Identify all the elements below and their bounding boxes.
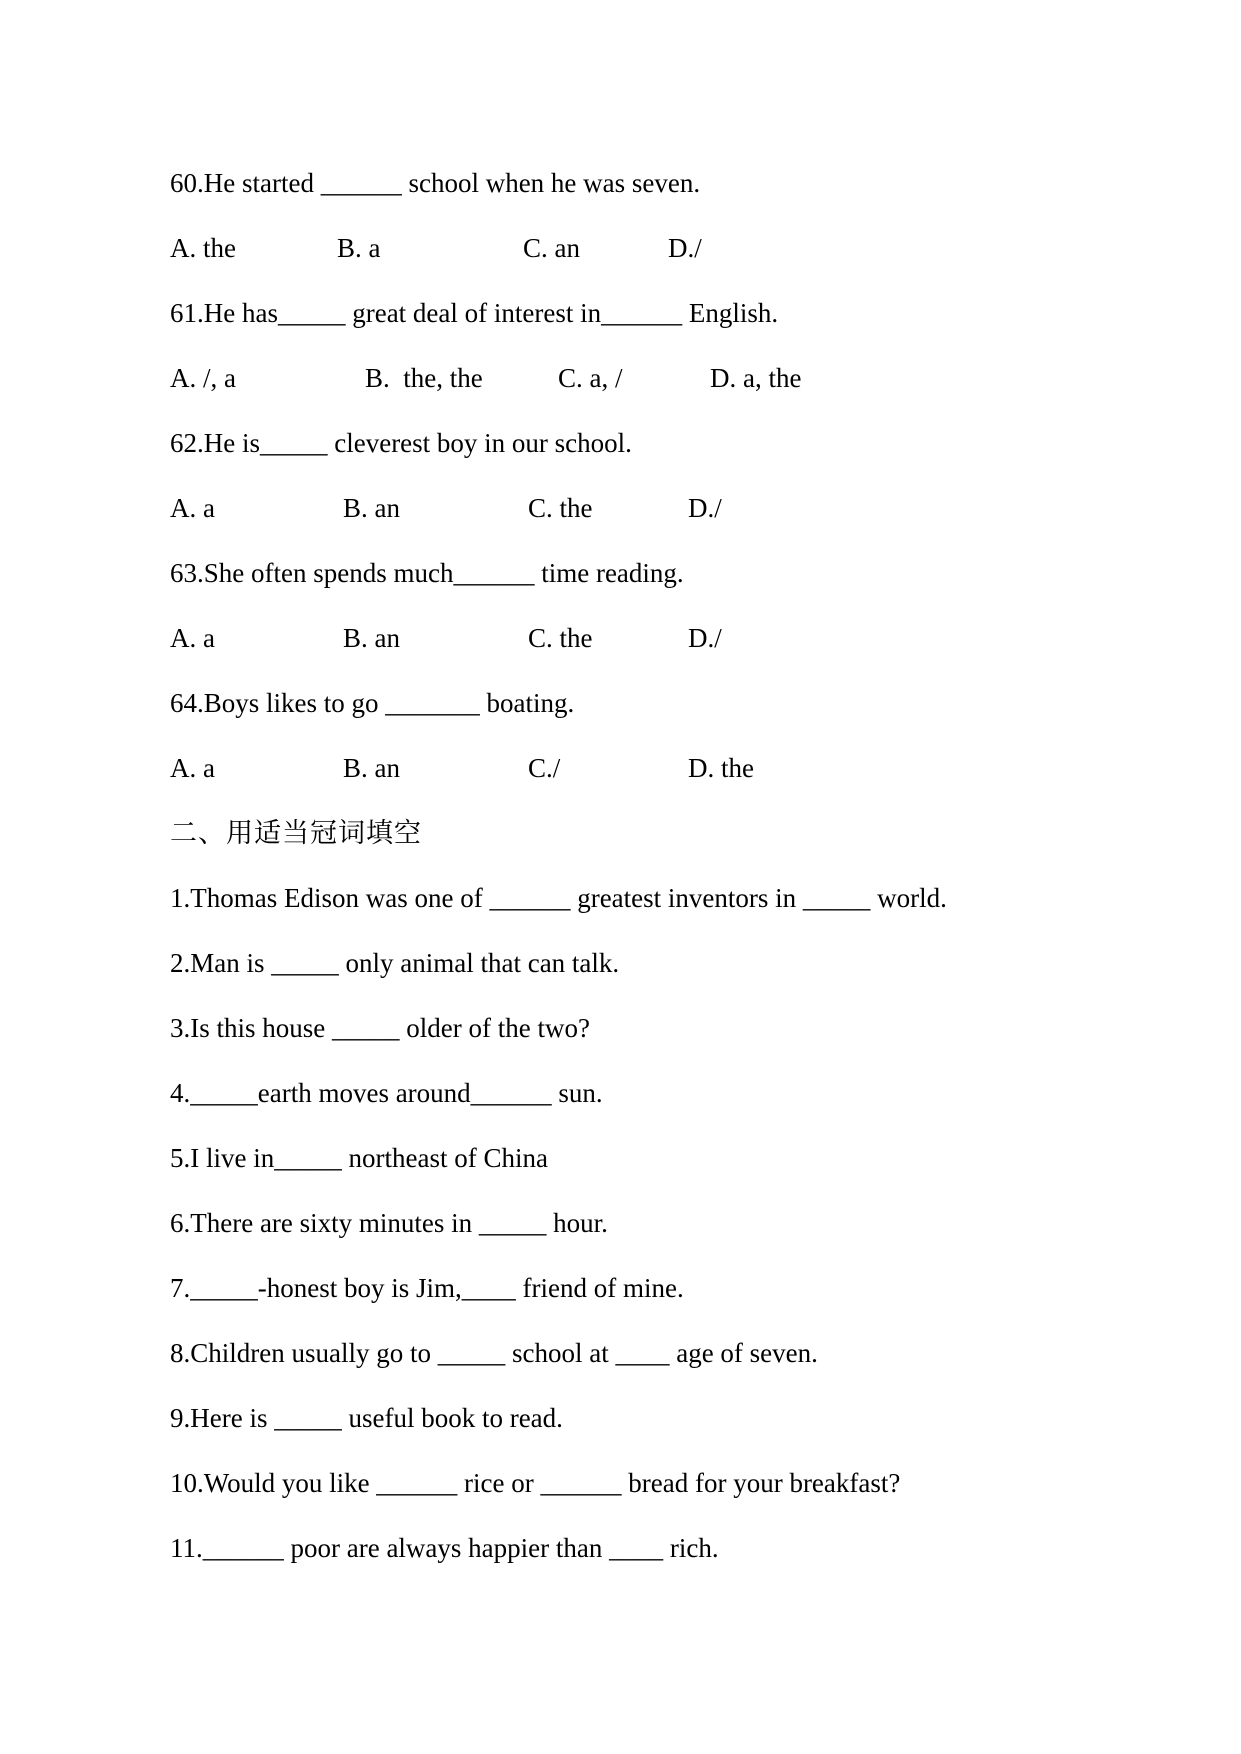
- fill-item-6: 6.There are sixty minutes in _____ hour.: [170, 1208, 608, 1238]
- mc-options-63: [170, 622, 1191, 654]
- multiple-choice-section: [170, 167, 1191, 784]
- option-62-d: D./: [688, 493, 722, 523]
- fill-item-10: 10.Would you like ______ rice or ______ bread for your breakfast?: [170, 1468, 901, 1498]
- option-61-c: C. a, /: [558, 363, 623, 393]
- mc-options-64: [170, 752, 1191, 784]
- option-60-c: C. an: [523, 233, 580, 263]
- option-64-d: D. the: [688, 753, 754, 783]
- mc-question-60: 60.He started ______ school when he was seven.: [170, 168, 701, 198]
- option-62-b: B. an: [343, 493, 400, 523]
- fill-in-section: [170, 817, 1191, 1564]
- mc-question-63: 63.She often spends much______ time reading.: [170, 558, 684, 588]
- option-60-a: A. the: [170, 233, 236, 263]
- option-62-a: A. a: [170, 493, 215, 523]
- fill-item-3: 3.Is this house _____ older of the two?: [170, 1013, 590, 1043]
- option-64-b: B. an: [343, 753, 400, 783]
- option-63-d: D./: [688, 623, 722, 653]
- section-heading: 二、用适当冠词填空: [170, 818, 422, 848]
- option-61-b: B. the, the: [365, 363, 483, 393]
- option-60-d: D./: [668, 233, 702, 263]
- mc-question-62: 62.He is_____ cleverest boy in our school.: [170, 428, 632, 458]
- fill-item-2: 2.Man is _____ only animal that can talk.: [170, 948, 620, 978]
- fill-item-8: 8.Children usually go to _____ school at ____ age of seven.: [170, 1338, 818, 1368]
- fill-item-5: 5.I live in_____ northeast of China: [170, 1143, 548, 1173]
- option-64-c: C./: [528, 753, 561, 783]
- fill-item-7: 7._____-honest boy is Jim,____ friend of mine.: [170, 1273, 684, 1303]
- option-63-b: B. an: [343, 623, 400, 653]
- option-63-a: A. a: [170, 623, 215, 653]
- option-64-a: A. a: [170, 753, 215, 783]
- fill-item-9: 9.Here is _____ useful book to read.: [170, 1403, 563, 1433]
- mc-question-61: 61.He has_____ great deal of interest in______ English.: [170, 298, 779, 328]
- fill-item-11: 11.______ poor are always happier than ____ rich.: [170, 1533, 719, 1563]
- option-60-b: B. a: [337, 233, 381, 263]
- mc-options-62: [170, 492, 1191, 524]
- mc-options-61: [170, 362, 1191, 394]
- option-61-d: D. a, the: [710, 363, 802, 393]
- option-62-c: C. the: [528, 493, 593, 523]
- option-61-a: A. /, a: [170, 363, 236, 393]
- mc-options-60: [170, 232, 1191, 264]
- option-63-c: C. the: [528, 623, 593, 653]
- mc-question-64: 64.Boys likes to go _______ boating.: [170, 688, 575, 718]
- fill-item-4: 4._____earth moves around______ sun.: [170, 1078, 603, 1108]
- fill-item-1: 1.Thomas Edison was one of ______ greatest inventors in _____ world.: [170, 883, 947, 913]
